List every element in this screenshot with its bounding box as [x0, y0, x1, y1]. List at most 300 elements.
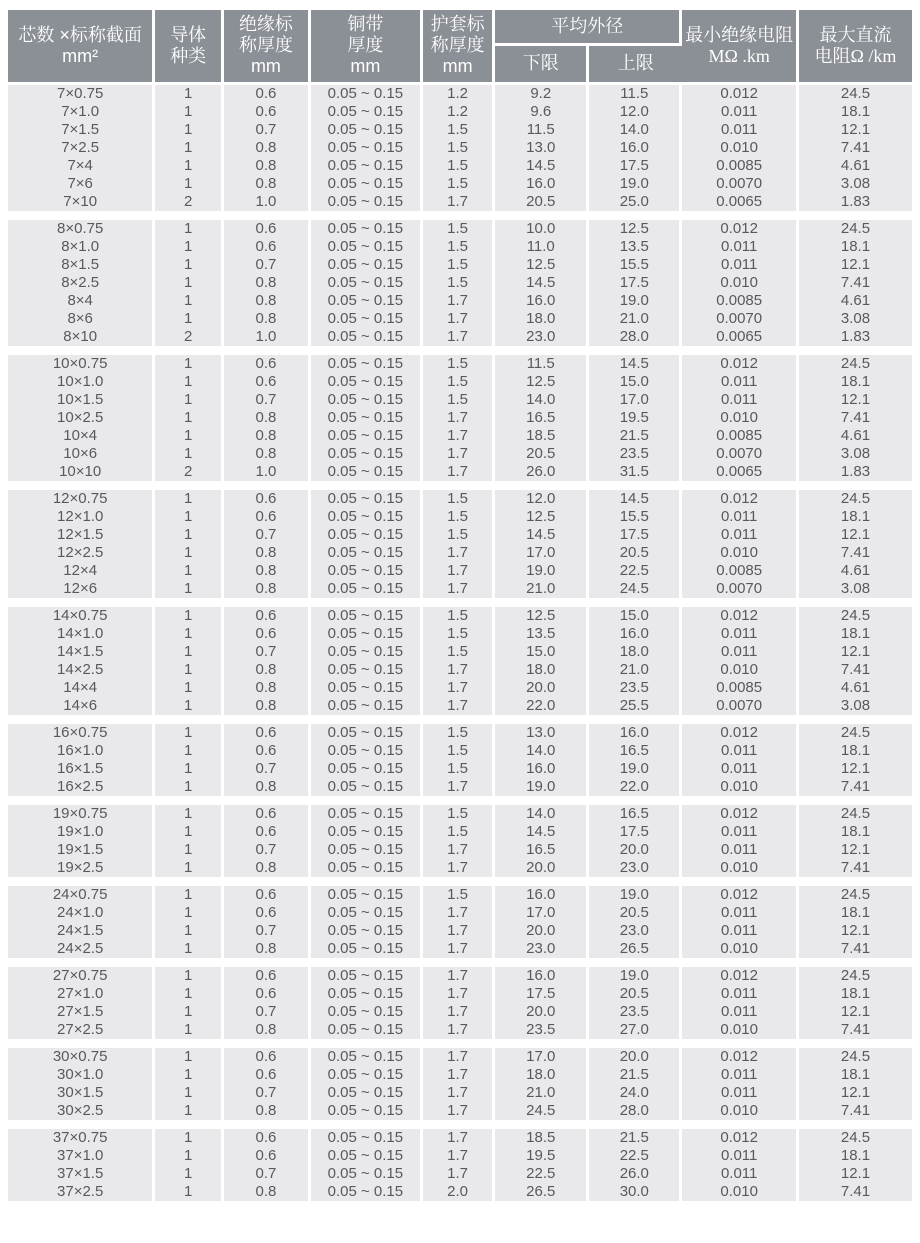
table-row: [8, 193, 912, 211]
value-cell: 1.83: [799, 463, 912, 481]
value-cell: 0.6: [224, 967, 311, 985]
table-row: [8, 940, 912, 958]
value-cell: 1.5: [423, 760, 495, 778]
value-cell: 26.5: [589, 940, 682, 958]
value-cell: 7.41: [799, 859, 912, 877]
header-copper-line2: 厚度: [347, 35, 384, 56]
value-cell: 1: [155, 121, 224, 139]
group-gap-cell: [8, 211, 912, 220]
value-cell: 13.5: [495, 625, 589, 643]
value-cell: 1.5: [423, 139, 495, 157]
value-cell: 0.0070: [682, 175, 799, 193]
value-cell: 18.0: [495, 1066, 589, 1084]
header-max-dc-line2: [799, 46, 912, 67]
value-cell: 0.05 ~ 0.15: [311, 1183, 423, 1201]
value-cell: 0.05 ~ 0.15: [311, 463, 423, 481]
header-lower-limit: 下限: [495, 46, 589, 84]
value-cell: 24.5: [495, 1102, 589, 1120]
value-cell: 1.5: [423, 355, 495, 373]
value-cell: 16.0: [495, 292, 589, 310]
table-row: [8, 175, 912, 193]
spec-cell: 30×1.5: [8, 1084, 155, 1102]
value-cell: 1: [155, 1048, 224, 1066]
value-cell: 14.5: [589, 355, 682, 373]
value-cell: 18.0: [589, 643, 682, 661]
table-row: [8, 256, 912, 274]
group-gap: [8, 715, 912, 724]
value-cell: 1.7: [423, 463, 495, 481]
header-core-size: [8, 10, 155, 85]
value-cell: 0.8: [224, 679, 311, 697]
value-cell: 0.010: [682, 409, 799, 427]
value-cell: 21.5: [589, 1066, 682, 1084]
value-cell: 1.5: [423, 724, 495, 742]
value-cell: 0.05 ~ 0.15: [311, 445, 423, 463]
spec-cell: 10×2.5: [8, 409, 155, 427]
value-cell: 17.5: [589, 157, 682, 175]
header-conductor-line2: 种类: [170, 45, 207, 66]
value-cell: 2: [155, 463, 224, 481]
value-cell: 0.6: [224, 625, 311, 643]
value-cell: 1: [155, 904, 224, 922]
value-cell: 1: [155, 85, 224, 103]
value-cell: 16.5: [589, 805, 682, 823]
value-cell: 12.1: [799, 1003, 912, 1021]
value-cell: 1.7: [423, 1066, 495, 1084]
value-cell: 7.41: [799, 409, 912, 427]
value-cell: 2: [155, 328, 224, 346]
value-cell: 1: [155, 373, 224, 391]
spec-cell: 16×1.0: [8, 742, 155, 760]
value-cell: 1: [155, 1102, 224, 1120]
value-cell: 14.5: [495, 157, 589, 175]
value-cell: 1.7: [423, 409, 495, 427]
value-cell: 1: [155, 580, 224, 598]
value-cell: 0.6: [224, 103, 311, 121]
value-cell: 1: [155, 292, 224, 310]
value-cell: 0.6: [224, 508, 311, 526]
value-cell: 9.6: [495, 103, 589, 121]
table-row: [8, 643, 912, 661]
value-cell: 1.7: [423, 1021, 495, 1039]
value-cell: 0.05 ~ 0.15: [311, 1147, 423, 1165]
value-cell: 0.6: [224, 904, 311, 922]
value-cell: 26.0: [495, 463, 589, 481]
table-row: [8, 373, 912, 391]
spec-cell: 7×1.0: [8, 103, 155, 121]
spec-cell: 16×0.75: [8, 724, 155, 742]
header-insulation-line2: 称厚度: [238, 35, 293, 56]
value-cell: 1: [155, 1183, 224, 1201]
value-cell: 1.7: [423, 922, 495, 940]
value-cell: 0.011: [682, 1084, 799, 1102]
value-cell: 22.0: [589, 778, 682, 796]
spec-cell: 8×1.0: [8, 238, 155, 256]
value-cell: 0.0065: [682, 463, 799, 481]
value-cell: 0.6: [224, 1066, 311, 1084]
value-cell: 1.5: [423, 805, 495, 823]
value-cell: 1.7: [423, 1147, 495, 1165]
value-cell: 12.1: [799, 526, 912, 544]
table-row: [8, 85, 912, 103]
value-cell: 0.05 ~ 0.15: [311, 373, 423, 391]
header-core-size-line1: 芯数 ×标称截面: [18, 24, 142, 45]
value-cell: 0.05 ~ 0.15: [311, 409, 423, 427]
value-cell: 1.7: [423, 778, 495, 796]
value-cell: 0.011: [682, 1147, 799, 1165]
value-cell: 16.0: [495, 175, 589, 193]
header-row-main: [8, 10, 912, 46]
value-cell: 0.011: [682, 823, 799, 841]
value-cell: 1: [155, 1165, 224, 1183]
group-gap: [8, 796, 912, 805]
value-cell: 1.7: [423, 904, 495, 922]
value-cell: 0.6: [224, 85, 311, 103]
value-cell: 19.0: [495, 562, 589, 580]
table-row: [8, 985, 912, 1003]
value-cell: 0.011: [682, 742, 799, 760]
value-cell: 0.011: [682, 904, 799, 922]
table-header: [8, 10, 912, 85]
spec-cell: 8×1.5: [8, 256, 155, 274]
value-cell: 1: [155, 967, 224, 985]
value-cell: 11.0: [495, 238, 589, 256]
value-cell: 0.05 ~ 0.15: [311, 580, 423, 598]
value-cell: 16.5: [589, 742, 682, 760]
value-cell: 1.5: [423, 526, 495, 544]
value-cell: 1: [155, 1066, 224, 1084]
group-gap: [8, 211, 912, 220]
spec-cell: 12×1.0: [8, 508, 155, 526]
value-cell: 0.7: [224, 121, 311, 139]
value-cell: 0.8: [224, 175, 311, 193]
value-cell: 24.5: [799, 1048, 912, 1066]
spec-cell: 14×2.5: [8, 661, 155, 679]
value-cell: 22.5: [589, 562, 682, 580]
value-cell: 1: [155, 643, 224, 661]
value-cell: 2.0: [423, 1183, 495, 1201]
value-cell: 20.5: [495, 193, 589, 211]
value-cell: 12.1: [799, 121, 912, 139]
table-row: [8, 841, 912, 859]
spec-cell: 8×10: [8, 328, 155, 346]
value-cell: 12.1: [799, 1084, 912, 1102]
value-cell: 1.7: [423, 292, 495, 310]
value-cell: 0.6: [224, 238, 311, 256]
table-row: [8, 625, 912, 643]
value-cell: 0.6: [224, 823, 311, 841]
spec-cell: 37×2.5: [8, 1183, 155, 1201]
value-cell: 18.1: [799, 238, 912, 256]
value-cell: 20.5: [589, 904, 682, 922]
value-cell: 0.0085: [682, 292, 799, 310]
value-cell: 1.7: [423, 1102, 495, 1120]
value-cell: 23.0: [589, 922, 682, 940]
value-cell: 0.8: [224, 940, 311, 958]
header-insulation-unit: mm: [250, 56, 281, 77]
value-cell: 1.5: [423, 643, 495, 661]
spec-cell: 7×1.5: [8, 121, 155, 139]
value-cell: 19.0: [589, 292, 682, 310]
value-cell: 1.7: [423, 1003, 495, 1021]
group-gap-cell: [8, 958, 912, 967]
value-cell: 0.011: [682, 508, 799, 526]
value-cell: 24.5: [799, 490, 912, 508]
header-sheath-line1: 护套标: [430, 14, 485, 34]
value-cell: 18.1: [799, 985, 912, 1003]
value-cell: 12.1: [799, 1165, 912, 1183]
value-cell: 0.010: [682, 544, 799, 562]
value-cell: 12.5: [495, 508, 589, 526]
value-cell: 1.5: [423, 157, 495, 175]
value-cell: 0.05 ~ 0.15: [311, 625, 423, 643]
value-cell: 14.0: [589, 121, 682, 139]
spec-cell: 19×2.5: [8, 859, 155, 877]
value-cell: 0.05 ~ 0.15: [311, 562, 423, 580]
value-cell: 3.08: [799, 175, 912, 193]
table-row: [8, 409, 912, 427]
value-cell: 19.0: [589, 886, 682, 904]
value-cell: 0.05 ~ 0.15: [311, 310, 423, 328]
spec-cell: 30×0.75: [8, 1048, 155, 1066]
value-cell: 0.012: [682, 220, 799, 238]
value-cell: 0.7: [224, 841, 311, 859]
value-cell: 0.012: [682, 967, 799, 985]
header-max-dc-unit: Ω /km: [850, 45, 897, 66]
group-gap: [8, 481, 912, 490]
value-cell: 15.0: [589, 607, 682, 625]
value-cell: 0.8: [224, 427, 311, 445]
value-cell: 14.0: [495, 805, 589, 823]
spec-cell: 10×4: [8, 427, 155, 445]
value-cell: 12.5: [495, 373, 589, 391]
value-cell: 0.7: [224, 1003, 311, 1021]
spec-cell: 16×2.5: [8, 778, 155, 796]
value-cell: 22.5: [495, 1165, 589, 1183]
spec-cell: 27×1.5: [8, 1003, 155, 1021]
group-gap: [8, 1120, 912, 1129]
value-cell: 1.7: [423, 445, 495, 463]
value-cell: 0.8: [224, 778, 311, 796]
header-core-size-unit: mm²: [62, 45, 99, 66]
value-cell: 1: [155, 697, 224, 715]
value-cell: 12.1: [799, 391, 912, 409]
value-cell: 0.05 ~ 0.15: [311, 841, 423, 859]
spec-cell: 10×1.5: [8, 391, 155, 409]
value-cell: 0.6: [224, 1048, 311, 1066]
spec-cell: 10×10: [8, 463, 155, 481]
value-cell: 11.5: [589, 85, 682, 103]
value-cell: 0.012: [682, 886, 799, 904]
value-cell: 23.5: [589, 679, 682, 697]
value-cell: 0.7: [224, 922, 311, 940]
value-cell: 1: [155, 310, 224, 328]
value-cell: 0.05 ~ 0.15: [311, 805, 423, 823]
value-cell: 0.05 ~ 0.15: [311, 121, 423, 139]
value-cell: 14.5: [495, 823, 589, 841]
value-cell: 30.0: [589, 1183, 682, 1201]
table-row: [8, 1021, 912, 1039]
spec-cell: 8×6: [8, 310, 155, 328]
value-cell: 21.5: [589, 1129, 682, 1147]
value-cell: 0.05 ~ 0.15: [311, 238, 423, 256]
value-cell: 15.0: [589, 373, 682, 391]
value-cell: 7.41: [799, 778, 912, 796]
value-cell: 0.010: [682, 1021, 799, 1039]
header-max-dc-line2-cn: 电阻: [814, 45, 851, 66]
value-cell: 1.7: [423, 562, 495, 580]
spec-cell: 7×4: [8, 157, 155, 175]
value-cell: 1.5: [423, 607, 495, 625]
value-cell: 14.5: [495, 526, 589, 544]
table-row: [8, 544, 912, 562]
value-cell: 1: [155, 607, 224, 625]
spec-cell: 30×2.5: [8, 1102, 155, 1120]
value-cell: 18.0: [495, 310, 589, 328]
group-gap-cell: [8, 481, 912, 490]
value-cell: 24.5: [799, 607, 912, 625]
value-cell: 3.08: [799, 445, 912, 463]
table-row: [8, 310, 912, 328]
value-cell: 20.0: [495, 859, 589, 877]
value-cell: 1: [155, 256, 224, 274]
spec-cell: 12×1.5: [8, 526, 155, 544]
table-row: [8, 1066, 912, 1084]
table-row: [8, 1102, 912, 1120]
value-cell: 0.05 ~ 0.15: [311, 355, 423, 373]
value-cell: 20.0: [589, 1048, 682, 1066]
spec-cell: 8×2.5: [8, 274, 155, 292]
value-cell: 7.41: [799, 1183, 912, 1201]
value-cell: 25.5: [589, 697, 682, 715]
value-cell: 4.61: [799, 562, 912, 580]
value-cell: 0.6: [224, 355, 311, 373]
value-cell: 18.1: [799, 103, 912, 121]
table-row: [8, 1165, 912, 1183]
header-avg-outer-diameter: 平均外径: [495, 10, 682, 46]
value-cell: 1.5: [423, 625, 495, 643]
spec-cell: 27×1.0: [8, 985, 155, 1003]
value-cell: 1: [155, 427, 224, 445]
value-cell: 0.05 ~ 0.15: [311, 643, 423, 661]
header-min-resistance-unit: MΩ .km: [708, 45, 770, 66]
value-cell: 1.0: [224, 463, 311, 481]
value-cell: 0.6: [224, 886, 311, 904]
table-row: [8, 967, 912, 985]
value-cell: 0.05 ~ 0.15: [311, 508, 423, 526]
value-cell: 18.1: [799, 904, 912, 922]
value-cell: 1: [155, 1003, 224, 1021]
value-cell: 20.0: [495, 679, 589, 697]
spec-cell: 8×0.75: [8, 220, 155, 238]
value-cell: 0.05 ~ 0.15: [311, 292, 423, 310]
value-cell: 1: [155, 409, 224, 427]
value-cell: 25.0: [589, 193, 682, 211]
value-cell: 0.012: [682, 490, 799, 508]
value-cell: 1.5: [423, 256, 495, 274]
header-insulation-line1: 绝缘标: [238, 14, 293, 34]
value-cell: 12.1: [799, 256, 912, 274]
value-cell: 0.6: [224, 742, 311, 760]
value-cell: 17.0: [495, 1048, 589, 1066]
value-cell: 0.010: [682, 139, 799, 157]
value-cell: 24.5: [589, 580, 682, 598]
value-cell: 0.8: [224, 580, 311, 598]
value-cell: 16.0: [589, 724, 682, 742]
value-cell: 0.05 ~ 0.15: [311, 391, 423, 409]
group-gap: [8, 346, 912, 355]
value-cell: 0.05 ~ 0.15: [311, 85, 423, 103]
value-cell: 1.7: [423, 940, 495, 958]
table-row: [8, 355, 912, 373]
header-copper-unit: mm: [350, 56, 381, 77]
value-cell: 13.5: [589, 238, 682, 256]
value-cell: 0.05 ~ 0.15: [311, 544, 423, 562]
value-cell: 0.05 ~ 0.15: [311, 1084, 423, 1102]
group-gap: [8, 1039, 912, 1048]
value-cell: 0.8: [224, 661, 311, 679]
value-cell: 23.5: [495, 1021, 589, 1039]
value-cell: 0.0070: [682, 580, 799, 598]
value-cell: 9.2: [495, 85, 589, 103]
value-cell: 1.5: [423, 121, 495, 139]
value-cell: 0.6: [224, 373, 311, 391]
value-cell: 16.0: [589, 625, 682, 643]
header-sheath-thickness: [423, 10, 495, 85]
table-row: [8, 508, 912, 526]
value-cell: 17.0: [495, 904, 589, 922]
value-cell: 0.7: [224, 256, 311, 274]
value-cell: 21.0: [589, 310, 682, 328]
value-cell: 1: [155, 175, 224, 193]
spec-cell: 7×2.5: [8, 139, 155, 157]
value-cell: 0.05 ~ 0.15: [311, 1129, 423, 1147]
group-gap: [8, 598, 912, 607]
value-cell: 1.7: [423, 328, 495, 346]
table-body: [8, 85, 912, 1201]
spec-cell: 16×1.5: [8, 760, 155, 778]
value-cell: 0.05 ~ 0.15: [311, 103, 423, 121]
value-cell: 21.0: [495, 580, 589, 598]
value-cell: 1: [155, 562, 224, 580]
value-cell: 0.8: [224, 859, 311, 877]
value-cell: 0.05 ~ 0.15: [311, 1102, 423, 1120]
value-cell: 0.012: [682, 355, 799, 373]
value-cell: 1: [155, 805, 224, 823]
value-cell: 0.011: [682, 922, 799, 940]
value-cell: 0.011: [682, 238, 799, 256]
value-cell: 1.5: [423, 175, 495, 193]
value-cell: 0.6: [224, 490, 311, 508]
table-row: [8, 274, 912, 292]
value-cell: 14.0: [495, 391, 589, 409]
value-cell: 1.7: [423, 193, 495, 211]
value-cell: 19.0: [589, 175, 682, 193]
table-row: [8, 1129, 912, 1147]
value-cell: 0.0070: [682, 310, 799, 328]
value-cell: 0.8: [224, 274, 311, 292]
value-cell: 0.05 ~ 0.15: [311, 1066, 423, 1084]
value-cell: 1: [155, 940, 224, 958]
value-cell: 3.08: [799, 310, 912, 328]
value-cell: 16.5: [495, 409, 589, 427]
table-row: [8, 886, 912, 904]
table-row: [8, 805, 912, 823]
group-gap-cell: [8, 346, 912, 355]
header-sheath-line2: 称厚度: [430, 35, 485, 56]
value-cell: 0.6: [224, 805, 311, 823]
value-cell: 0.05 ~ 0.15: [311, 778, 423, 796]
